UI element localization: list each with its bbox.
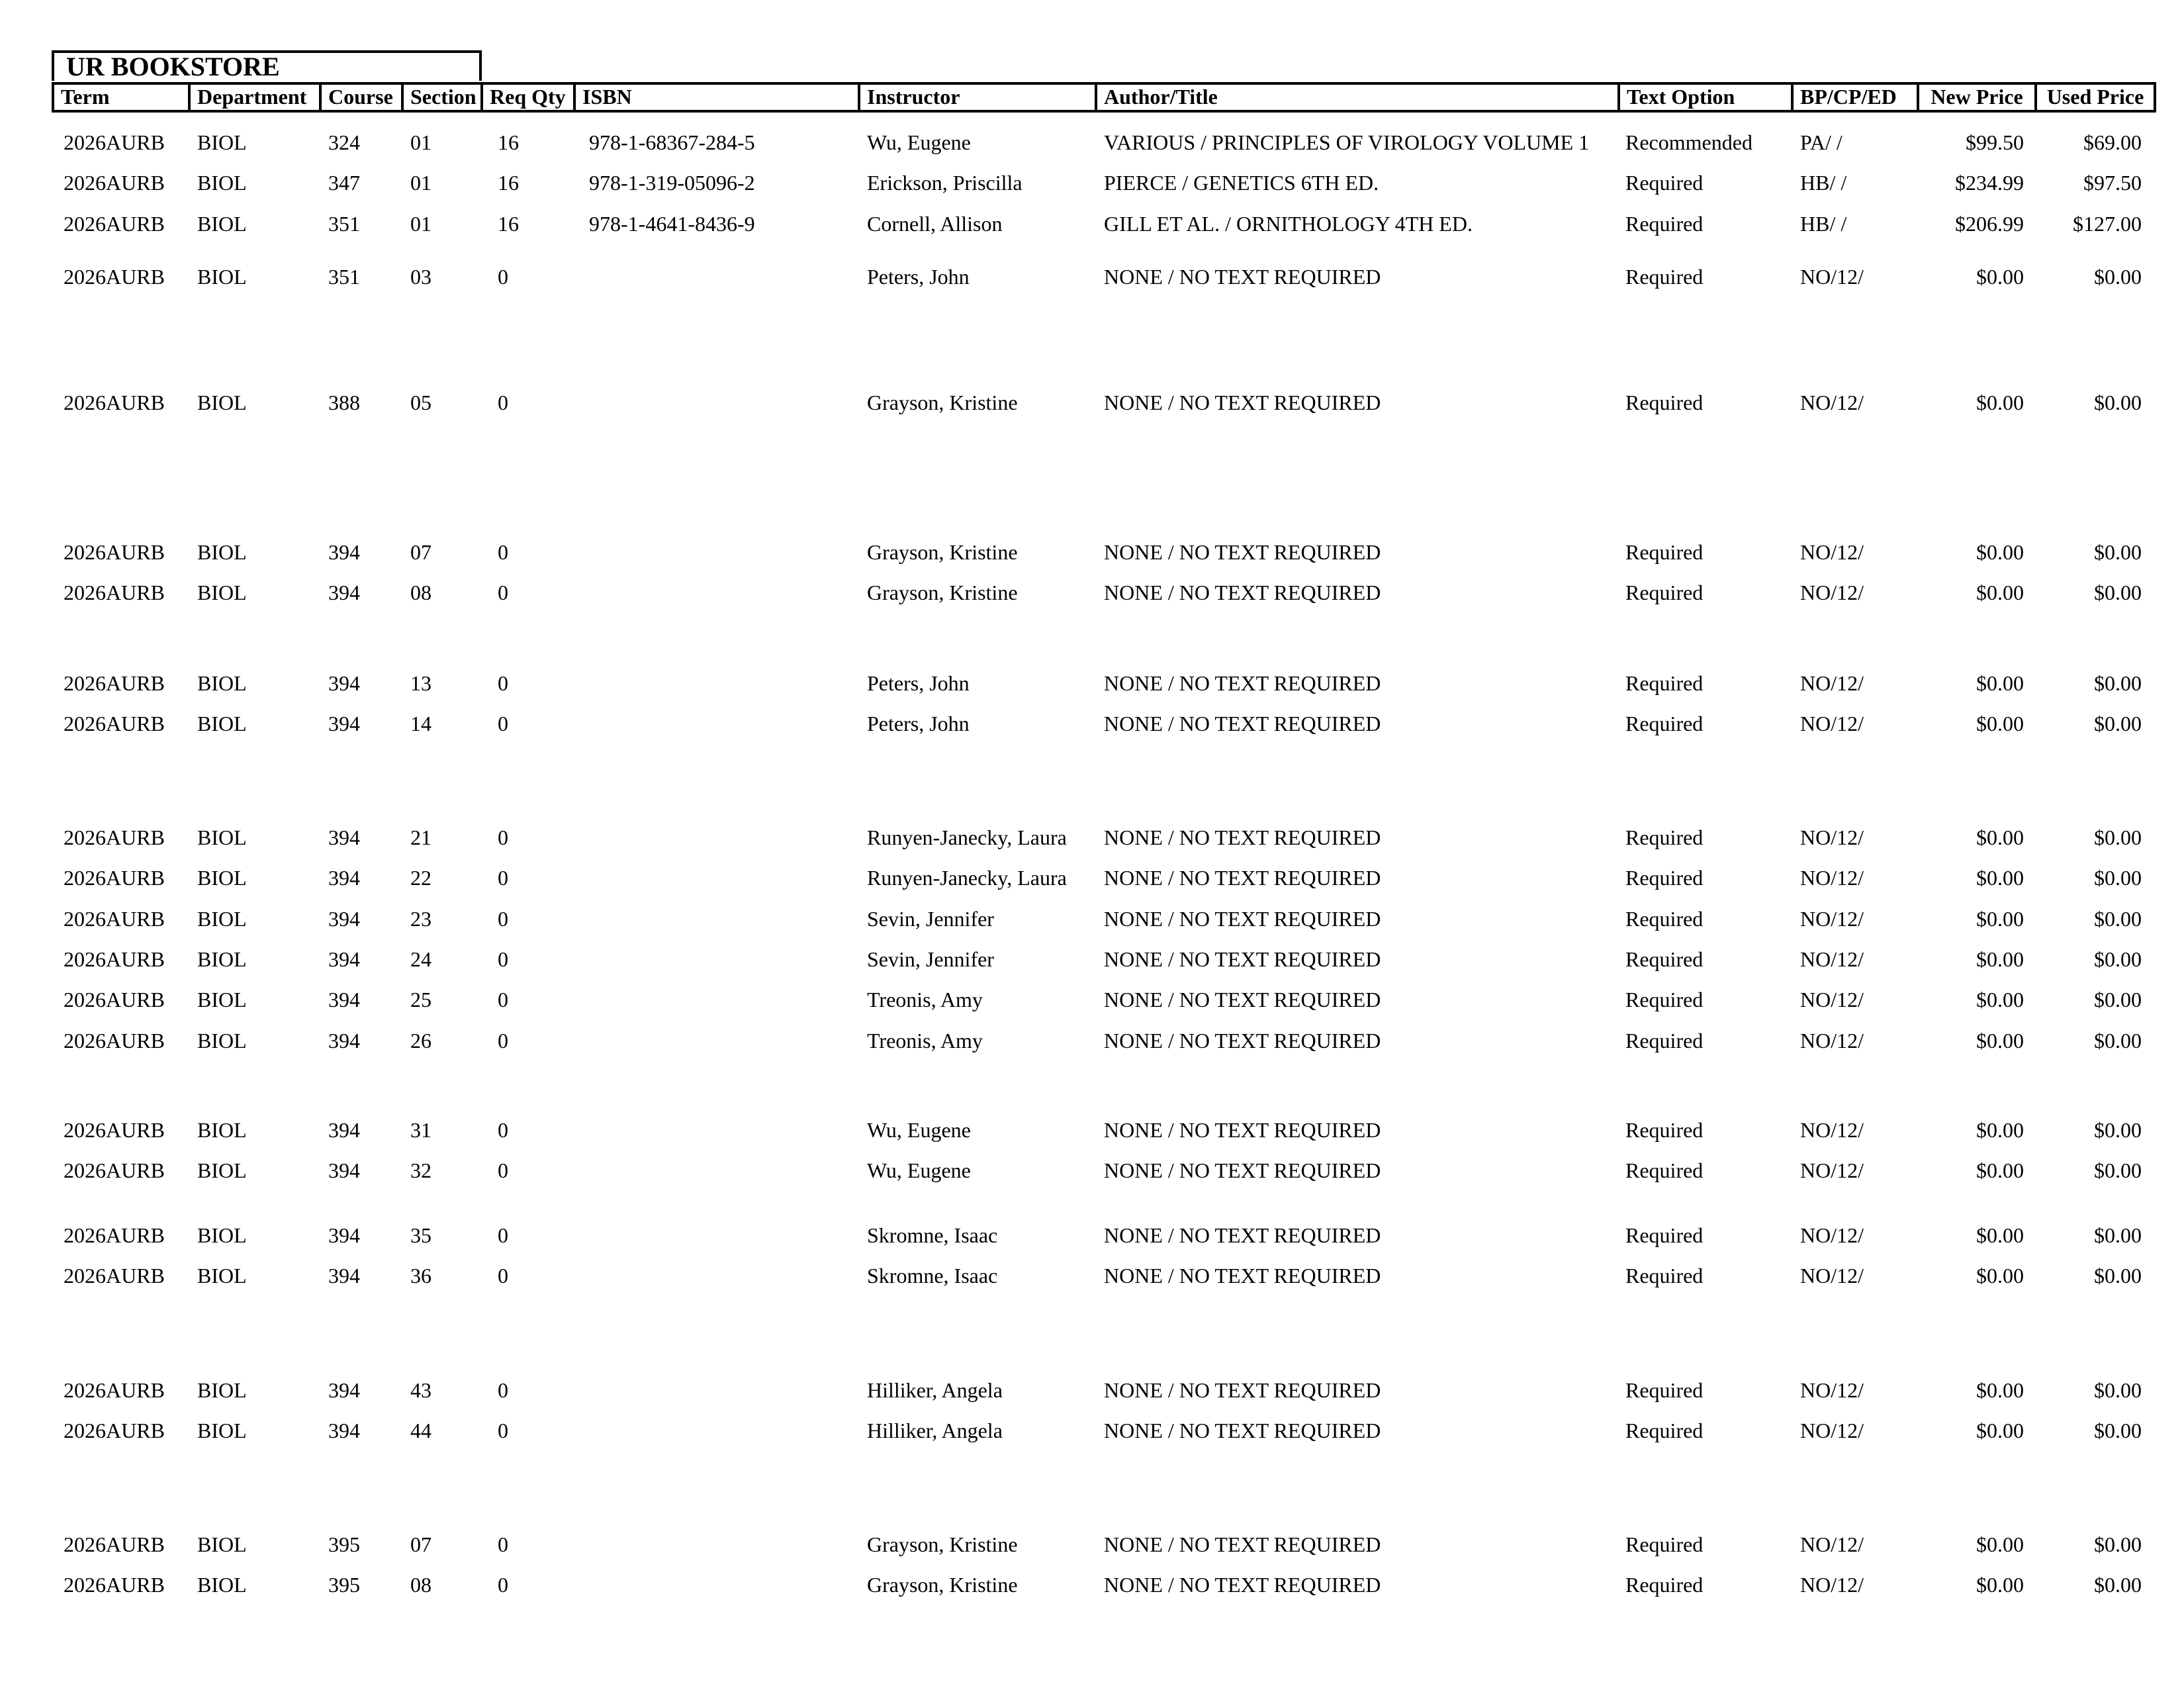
cell-department: BIOL bbox=[197, 1158, 247, 1182]
column-header-new-price: New Price bbox=[1918, 82, 2037, 113]
cell-author-title: NONE / NO TEXT REQUIRED bbox=[1104, 1223, 1381, 1247]
column-header-course: Course bbox=[320, 82, 404, 113]
table-row bbox=[52, 865, 2156, 891]
cell-used-price: $0.00 bbox=[2094, 712, 2142, 735]
cell-author-title: NONE / NO TEXT REQUIRED bbox=[1104, 1029, 1381, 1053]
cell-term: 2026AURB bbox=[64, 1223, 165, 1247]
cell-req-qty: 0 bbox=[498, 907, 508, 931]
column-header-bp-cp-ed: BP/CP/ED bbox=[1792, 82, 1919, 113]
cell-department: BIOL bbox=[197, 1118, 247, 1142]
cell-used-price: $0.00 bbox=[2094, 1223, 2142, 1247]
table-row bbox=[52, 906, 2156, 932]
cell-term: 2026AURB bbox=[64, 671, 165, 695]
cell-author-title: NONE / NO TEXT REQUIRED bbox=[1104, 1118, 1381, 1142]
cell-section: 36 bbox=[410, 1264, 432, 1288]
cell-author-title: NONE / NO TEXT REQUIRED bbox=[1104, 581, 1381, 604]
cell-term: 2026AURB bbox=[64, 265, 165, 289]
cell-term: 2026AURB bbox=[64, 1419, 165, 1442]
cell-department: BIOL bbox=[197, 581, 247, 604]
cell-department: BIOL bbox=[197, 391, 247, 414]
cell-req-qty: 0 bbox=[498, 265, 508, 289]
cell-new-price: $0.00 bbox=[1976, 1573, 2024, 1597]
cell-author-title: PIERCE / GENETICS 6TH ED. bbox=[1104, 171, 1379, 195]
cell-bp-cp-ed: HB/ / bbox=[1800, 212, 1847, 236]
cell-new-price: $0.00 bbox=[1976, 1029, 2024, 1053]
table-row bbox=[52, 539, 2156, 565]
cell-bp-cp-ed: NO/12/ bbox=[1800, 1532, 1864, 1556]
cell-new-price: $0.00 bbox=[1976, 1378, 2024, 1402]
table-row bbox=[52, 1027, 2156, 1054]
cell-instructor: Hilliker, Angela bbox=[867, 1378, 1003, 1402]
cell-author-title: NONE / NO TEXT REQUIRED bbox=[1104, 1573, 1381, 1597]
table-row bbox=[52, 986, 2156, 1013]
cell-used-price: $0.00 bbox=[2094, 1419, 2142, 1442]
cell-instructor: Peters, John bbox=[867, 671, 970, 695]
cell-department: BIOL bbox=[197, 947, 247, 971]
cell-new-price: $0.00 bbox=[1976, 907, 2024, 931]
cell-text-option: Required bbox=[1625, 1419, 1704, 1442]
cell-course: 395 bbox=[328, 1532, 360, 1556]
cell-instructor: Treonis, Amy bbox=[867, 988, 983, 1011]
cell-author-title: NONE / NO TEXT REQUIRED bbox=[1104, 866, 1381, 890]
cell-new-price: $0.00 bbox=[1976, 391, 2024, 414]
cell-section: 08 bbox=[410, 1573, 432, 1597]
cell-text-option: Required bbox=[1625, 391, 1704, 414]
cell-course: 347 bbox=[328, 171, 360, 195]
cell-section: 01 bbox=[410, 130, 432, 154]
cell-isbn: 978-1-319-05096-2 bbox=[589, 171, 755, 195]
cell-used-price: $0.00 bbox=[2094, 265, 2142, 289]
cell-text-option: Required bbox=[1625, 907, 1704, 931]
cell-course: 394 bbox=[328, 907, 360, 931]
column-header-section: Section bbox=[402, 82, 483, 113]
table-row bbox=[52, 1117, 2156, 1143]
table-row bbox=[52, 1377, 2156, 1403]
cell-req-qty: 0 bbox=[498, 866, 508, 890]
table-row bbox=[52, 263, 2156, 290]
cell-instructor: Sevin, Jennifer bbox=[867, 907, 994, 931]
cell-text-option: Required bbox=[1625, 988, 1704, 1011]
cell-instructor: Runyen-Janecky, Laura bbox=[867, 825, 1067, 849]
cell-bp-cp-ed: NO/12/ bbox=[1800, 825, 1864, 849]
cell-author-title: NONE / NO TEXT REQUIRED bbox=[1104, 988, 1381, 1011]
cell-section: 31 bbox=[410, 1118, 432, 1142]
cell-section: 22 bbox=[410, 866, 432, 890]
cell-text-option: Required bbox=[1625, 947, 1704, 971]
cell-req-qty: 0 bbox=[498, 1118, 508, 1142]
cell-bp-cp-ed: NO/12/ bbox=[1800, 540, 1864, 564]
cell-department: BIOL bbox=[197, 1378, 247, 1402]
cell-instructor: Skromne, Isaac bbox=[867, 1264, 998, 1288]
cell-department: BIOL bbox=[197, 1532, 247, 1556]
cell-bp-cp-ed: NO/12/ bbox=[1800, 712, 1864, 735]
cell-section: 44 bbox=[410, 1419, 432, 1442]
cell-used-price: $0.00 bbox=[2094, 988, 2142, 1011]
cell-bp-cp-ed: PA/ / bbox=[1800, 130, 1843, 154]
cell-new-price: $0.00 bbox=[1976, 1264, 2024, 1288]
cell-term: 2026AURB bbox=[64, 825, 165, 849]
table-row bbox=[52, 1531, 2156, 1558]
cell-department: BIOL bbox=[197, 1264, 247, 1288]
column-header-req-qty: Req Qty bbox=[482, 82, 576, 113]
table-row bbox=[52, 824, 2156, 851]
cell-department: BIOL bbox=[197, 171, 247, 195]
table-row bbox=[52, 389, 2156, 416]
cell-instructor: Wu, Eugene bbox=[867, 1158, 971, 1182]
cell-bp-cp-ed: NO/12/ bbox=[1800, 988, 1864, 1011]
cell-new-price: $0.00 bbox=[1976, 866, 2024, 890]
cell-bp-cp-ed: NO/12/ bbox=[1800, 581, 1864, 604]
cell-used-price: $0.00 bbox=[2094, 540, 2142, 564]
cell-instructor: Grayson, Kristine bbox=[867, 1573, 1018, 1597]
cell-text-option: Required bbox=[1625, 1118, 1704, 1142]
cell-text-option: Required bbox=[1625, 712, 1704, 735]
cell-used-price: $0.00 bbox=[2094, 1573, 2142, 1597]
cell-course: 394 bbox=[328, 825, 360, 849]
cell-bp-cp-ed: NO/12/ bbox=[1800, 391, 1864, 414]
cell-author-title: NONE / NO TEXT REQUIRED bbox=[1104, 540, 1381, 564]
cell-text-option: Required bbox=[1625, 212, 1704, 236]
cell-used-price: $0.00 bbox=[2094, 947, 2142, 971]
cell-req-qty: 16 bbox=[498, 212, 519, 236]
cell-term: 2026AURB bbox=[64, 866, 165, 890]
cell-bp-cp-ed: NO/12/ bbox=[1800, 1264, 1864, 1288]
cell-req-qty: 0 bbox=[498, 1029, 508, 1053]
cell-course: 394 bbox=[328, 1378, 360, 1402]
cell-new-price: $0.00 bbox=[1976, 1118, 2024, 1142]
cell-course: 394 bbox=[328, 1419, 360, 1442]
cell-text-option: Required bbox=[1625, 1378, 1704, 1402]
cell-department: BIOL bbox=[197, 1419, 247, 1442]
column-header-text-option: Text Option bbox=[1619, 82, 1794, 113]
table-row bbox=[52, 710, 2156, 737]
cell-course: 394 bbox=[328, 1264, 360, 1288]
cell-bp-cp-ed: NO/12/ bbox=[1800, 947, 1864, 971]
cell-new-price: $0.00 bbox=[1976, 540, 2024, 564]
cell-req-qty: 0 bbox=[498, 1419, 508, 1442]
cell-new-price: $0.00 bbox=[1976, 1223, 2024, 1247]
cell-section: 26 bbox=[410, 1029, 432, 1053]
cell-used-price: $127.00 bbox=[2073, 212, 2142, 236]
cell-department: BIOL bbox=[197, 712, 247, 735]
cell-author-title: NONE / NO TEXT REQUIRED bbox=[1104, 1419, 1381, 1442]
store-title: UR BOOKSTORE bbox=[52, 50, 482, 81]
cell-section: 23 bbox=[410, 907, 432, 931]
cell-instructor: Grayson, Kristine bbox=[867, 1532, 1018, 1556]
cell-term: 2026AURB bbox=[64, 1118, 165, 1142]
cell-text-option: Required bbox=[1625, 540, 1704, 564]
cell-text-option: Required bbox=[1625, 581, 1704, 604]
cell-instructor: Wu, Eugene bbox=[867, 130, 971, 154]
cell-new-price: $0.00 bbox=[1976, 1158, 2024, 1182]
cell-text-option: Required bbox=[1625, 265, 1704, 289]
cell-req-qty: 0 bbox=[498, 988, 508, 1011]
cell-term: 2026AURB bbox=[64, 988, 165, 1011]
cell-isbn: 978-1-4641-8436-9 bbox=[589, 212, 755, 236]
cell-term: 2026AURB bbox=[64, 907, 165, 931]
cell-used-price: $97.50 bbox=[2083, 171, 2142, 195]
cell-bp-cp-ed: NO/12/ bbox=[1800, 907, 1864, 931]
cell-section: 07 bbox=[410, 1532, 432, 1556]
cell-new-price: $206.99 bbox=[1955, 212, 2024, 236]
cell-course: 394 bbox=[328, 1223, 360, 1247]
cell-req-qty: 0 bbox=[498, 1223, 508, 1247]
table-row bbox=[52, 129, 2156, 156]
cell-author-title: NONE / NO TEXT REQUIRED bbox=[1104, 947, 1381, 971]
cell-used-price: $0.00 bbox=[2094, 1378, 2142, 1402]
column-header-instructor: Instructor bbox=[859, 82, 1097, 113]
table-row bbox=[52, 1157, 2156, 1184]
cell-instructor: Hilliker, Angela bbox=[867, 1419, 1003, 1442]
cell-bp-cp-ed: NO/12/ bbox=[1800, 1118, 1864, 1142]
cell-text-option: Required bbox=[1625, 1029, 1704, 1053]
cell-instructor: Treonis, Amy bbox=[867, 1029, 983, 1053]
cell-req-qty: 0 bbox=[498, 947, 508, 971]
cell-section: 03 bbox=[410, 265, 432, 289]
cell-used-price: $0.00 bbox=[2094, 907, 2142, 931]
cell-term: 2026AURB bbox=[64, 540, 165, 564]
cell-author-title: NONE / NO TEXT REQUIRED bbox=[1104, 1264, 1381, 1288]
table-row bbox=[52, 1262, 2156, 1289]
cell-course: 395 bbox=[328, 1573, 360, 1597]
cell-text-option: Required bbox=[1625, 825, 1704, 849]
column-header-department: Department bbox=[189, 82, 322, 113]
cell-section: 24 bbox=[410, 947, 432, 971]
cell-course: 394 bbox=[328, 671, 360, 695]
cell-author-title: NONE / NO TEXT REQUIRED bbox=[1104, 825, 1381, 849]
cell-author-title: NONE / NO TEXT REQUIRED bbox=[1104, 1158, 1381, 1182]
table-row bbox=[52, 579, 2156, 606]
cell-req-qty: 0 bbox=[498, 671, 508, 695]
cell-section: 13 bbox=[410, 671, 432, 695]
column-header-isbn: ISBN bbox=[574, 82, 860, 113]
table-row bbox=[52, 946, 2156, 972]
cell-req-qty: 16 bbox=[498, 130, 519, 154]
cell-department: BIOL bbox=[197, 1573, 247, 1597]
cell-new-price: $0.00 bbox=[1976, 581, 2024, 604]
cell-department: BIOL bbox=[197, 1029, 247, 1053]
cell-used-price: $0.00 bbox=[2094, 825, 2142, 849]
cell-bp-cp-ed: NO/12/ bbox=[1800, 1378, 1864, 1402]
cell-department: BIOL bbox=[197, 212, 247, 236]
cell-author-title: NONE / NO TEXT REQUIRED bbox=[1104, 265, 1381, 289]
cell-used-price: $0.00 bbox=[2094, 1029, 2142, 1053]
cell-instructor: Wu, Eugene bbox=[867, 1118, 971, 1142]
cell-new-price: $0.00 bbox=[1976, 265, 2024, 289]
table-row bbox=[52, 169, 2156, 196]
cell-course: 351 bbox=[328, 265, 360, 289]
cell-author-title: VARIOUS / PRINCIPLES OF VIROLOGY VOLUME 1 bbox=[1104, 130, 1590, 154]
table-header bbox=[52, 82, 2156, 113]
cell-used-price: $0.00 bbox=[2094, 1118, 2142, 1142]
cell-instructor: Erickson, Priscilla bbox=[867, 171, 1023, 195]
cell-new-price: $234.99 bbox=[1955, 171, 2024, 195]
cell-section: 35 bbox=[410, 1223, 432, 1247]
cell-instructor: Grayson, Kristine bbox=[867, 391, 1018, 414]
cell-course: 394 bbox=[328, 1029, 360, 1053]
cell-used-price: $0.00 bbox=[2094, 1264, 2142, 1288]
cell-term: 2026AURB bbox=[64, 391, 165, 414]
cell-text-option: Required bbox=[1625, 1532, 1704, 1556]
cell-text-option: Required bbox=[1625, 171, 1704, 195]
cell-author-title: NONE / NO TEXT REQUIRED bbox=[1104, 712, 1381, 735]
cell-bp-cp-ed: NO/12/ bbox=[1800, 1223, 1864, 1247]
cell-used-price: $69.00 bbox=[2083, 130, 2142, 154]
cell-req-qty: 0 bbox=[498, 1532, 508, 1556]
cell-course: 394 bbox=[328, 581, 360, 604]
table-row bbox=[52, 1222, 2156, 1248]
cell-term: 2026AURB bbox=[64, 1378, 165, 1402]
cell-bp-cp-ed: NO/12/ bbox=[1800, 265, 1864, 289]
cell-instructor: Sevin, Jennifer bbox=[867, 947, 994, 971]
cell-term: 2026AURB bbox=[64, 1573, 165, 1597]
cell-department: BIOL bbox=[197, 540, 247, 564]
cell-term: 2026AURB bbox=[64, 1029, 165, 1053]
cell-used-price: $0.00 bbox=[2094, 391, 2142, 414]
cell-course: 394 bbox=[328, 540, 360, 564]
cell-term: 2026AURB bbox=[64, 212, 165, 236]
cell-req-qty: 0 bbox=[498, 581, 508, 604]
cell-used-price: $0.00 bbox=[2094, 866, 2142, 890]
cell-term: 2026AURB bbox=[64, 581, 165, 604]
cell-used-price: $0.00 bbox=[2094, 581, 2142, 604]
table-row bbox=[52, 211, 2156, 237]
cell-author-title: GILL ET AL. / ORNITHOLOGY 4TH ED. bbox=[1104, 212, 1473, 236]
cell-course: 394 bbox=[328, 1158, 360, 1182]
cell-text-option: Recommended bbox=[1625, 130, 1752, 154]
cell-section: 21 bbox=[410, 825, 432, 849]
cell-department: BIOL bbox=[197, 825, 247, 849]
cell-text-option: Required bbox=[1625, 866, 1704, 890]
cell-department: BIOL bbox=[197, 907, 247, 931]
cell-course: 394 bbox=[328, 866, 360, 890]
cell-section: 14 bbox=[410, 712, 432, 735]
cell-bp-cp-ed: NO/12/ bbox=[1800, 1419, 1864, 1442]
cell-section: 01 bbox=[410, 212, 432, 236]
cell-section: 32 bbox=[410, 1158, 432, 1182]
table-row bbox=[52, 670, 2156, 696]
cell-new-price: $0.00 bbox=[1976, 988, 2024, 1011]
cell-new-price: $0.00 bbox=[1976, 947, 2024, 971]
cell-department: BIOL bbox=[197, 130, 247, 154]
cell-department: BIOL bbox=[197, 671, 247, 695]
cell-req-qty: 0 bbox=[498, 540, 508, 564]
cell-used-price: $0.00 bbox=[2094, 671, 2142, 695]
cell-text-option: Required bbox=[1625, 1223, 1704, 1247]
cell-course: 324 bbox=[328, 130, 360, 154]
cell-instructor: Skromne, Isaac bbox=[867, 1223, 998, 1247]
cell-req-qty: 0 bbox=[498, 1264, 508, 1288]
cell-bp-cp-ed: HB/ / bbox=[1800, 171, 1847, 195]
column-header-author-title: Author/Title bbox=[1096, 82, 1620, 113]
cell-term: 2026AURB bbox=[64, 1532, 165, 1556]
cell-course: 394 bbox=[328, 1118, 360, 1142]
cell-author-title: NONE / NO TEXT REQUIRED bbox=[1104, 907, 1381, 931]
cell-new-price: $0.00 bbox=[1976, 712, 2024, 735]
cell-new-price: $0.00 bbox=[1976, 1532, 2024, 1556]
cell-term: 2026AURB bbox=[64, 947, 165, 971]
cell-new-price: $99.50 bbox=[1966, 130, 2024, 154]
cell-new-price: $0.00 bbox=[1976, 1419, 2024, 1442]
cell-term: 2026AURB bbox=[64, 171, 165, 195]
cell-text-option: Required bbox=[1625, 671, 1704, 695]
cell-bp-cp-ed: NO/12/ bbox=[1800, 1573, 1864, 1597]
cell-term: 2026AURB bbox=[64, 1158, 165, 1182]
cell-bp-cp-ed: NO/12/ bbox=[1800, 866, 1864, 890]
cell-course: 388 bbox=[328, 391, 360, 414]
cell-section: 01 bbox=[410, 171, 432, 195]
cell-instructor: Grayson, Kristine bbox=[867, 581, 1018, 604]
cell-section: 43 bbox=[410, 1378, 432, 1402]
cell-bp-cp-ed: NO/12/ bbox=[1800, 671, 1864, 695]
cell-req-qty: 0 bbox=[498, 1378, 508, 1402]
cell-department: BIOL bbox=[197, 988, 247, 1011]
cell-req-qty: 0 bbox=[498, 1573, 508, 1597]
cell-bp-cp-ed: NO/12/ bbox=[1800, 1158, 1864, 1182]
cell-course: 351 bbox=[328, 212, 360, 236]
cell-department: BIOL bbox=[197, 265, 247, 289]
column-header-term: Term bbox=[52, 82, 191, 113]
cell-author-title: NONE / NO TEXT REQUIRED bbox=[1104, 1378, 1381, 1402]
cell-department: BIOL bbox=[197, 1223, 247, 1247]
cell-isbn: 978-1-68367-284-5 bbox=[589, 130, 755, 154]
cell-section: 07 bbox=[410, 540, 432, 564]
cell-text-option: Required bbox=[1625, 1573, 1704, 1597]
column-header-used-price: Used Price bbox=[2036, 82, 2156, 113]
cell-term: 2026AURB bbox=[64, 130, 165, 154]
cell-req-qty: 0 bbox=[498, 391, 508, 414]
cell-department: BIOL bbox=[197, 866, 247, 890]
cell-instructor: Peters, John bbox=[867, 265, 970, 289]
cell-author-title: NONE / NO TEXT REQUIRED bbox=[1104, 1532, 1381, 1556]
cell-req-qty: 0 bbox=[498, 825, 508, 849]
cell-course: 394 bbox=[328, 947, 360, 971]
table-row bbox=[52, 1571, 2156, 1598]
cell-req-qty: 16 bbox=[498, 171, 519, 195]
cell-instructor: Grayson, Kristine bbox=[867, 540, 1018, 564]
cell-term: 2026AURB bbox=[64, 712, 165, 735]
cell-course: 394 bbox=[328, 988, 360, 1011]
cell-term: 2026AURB bbox=[64, 1264, 165, 1288]
cell-instructor: Runyen-Janecky, Laura bbox=[867, 866, 1067, 890]
cell-section: 25 bbox=[410, 988, 432, 1011]
cell-used-price: $0.00 bbox=[2094, 1158, 2142, 1182]
cell-section: 05 bbox=[410, 391, 432, 414]
cell-instructor: Cornell, Allison bbox=[867, 212, 1003, 236]
cell-text-option: Required bbox=[1625, 1264, 1704, 1288]
cell-text-option: Required bbox=[1625, 1158, 1704, 1182]
cell-used-price: $0.00 bbox=[2094, 1532, 2142, 1556]
cell-instructor: Peters, John bbox=[867, 712, 970, 735]
cell-req-qty: 0 bbox=[498, 1158, 508, 1182]
cell-course: 394 bbox=[328, 712, 360, 735]
cell-section: 08 bbox=[410, 581, 432, 604]
cell-new-price: $0.00 bbox=[1976, 825, 2024, 849]
cell-author-title: NONE / NO TEXT REQUIRED bbox=[1104, 391, 1381, 414]
table-row bbox=[52, 1417, 2156, 1444]
cell-req-qty: 0 bbox=[498, 712, 508, 735]
cell-bp-cp-ed: NO/12/ bbox=[1800, 1029, 1864, 1053]
cell-author-title: NONE / NO TEXT REQUIRED bbox=[1104, 671, 1381, 695]
cell-new-price: $0.00 bbox=[1976, 671, 2024, 695]
